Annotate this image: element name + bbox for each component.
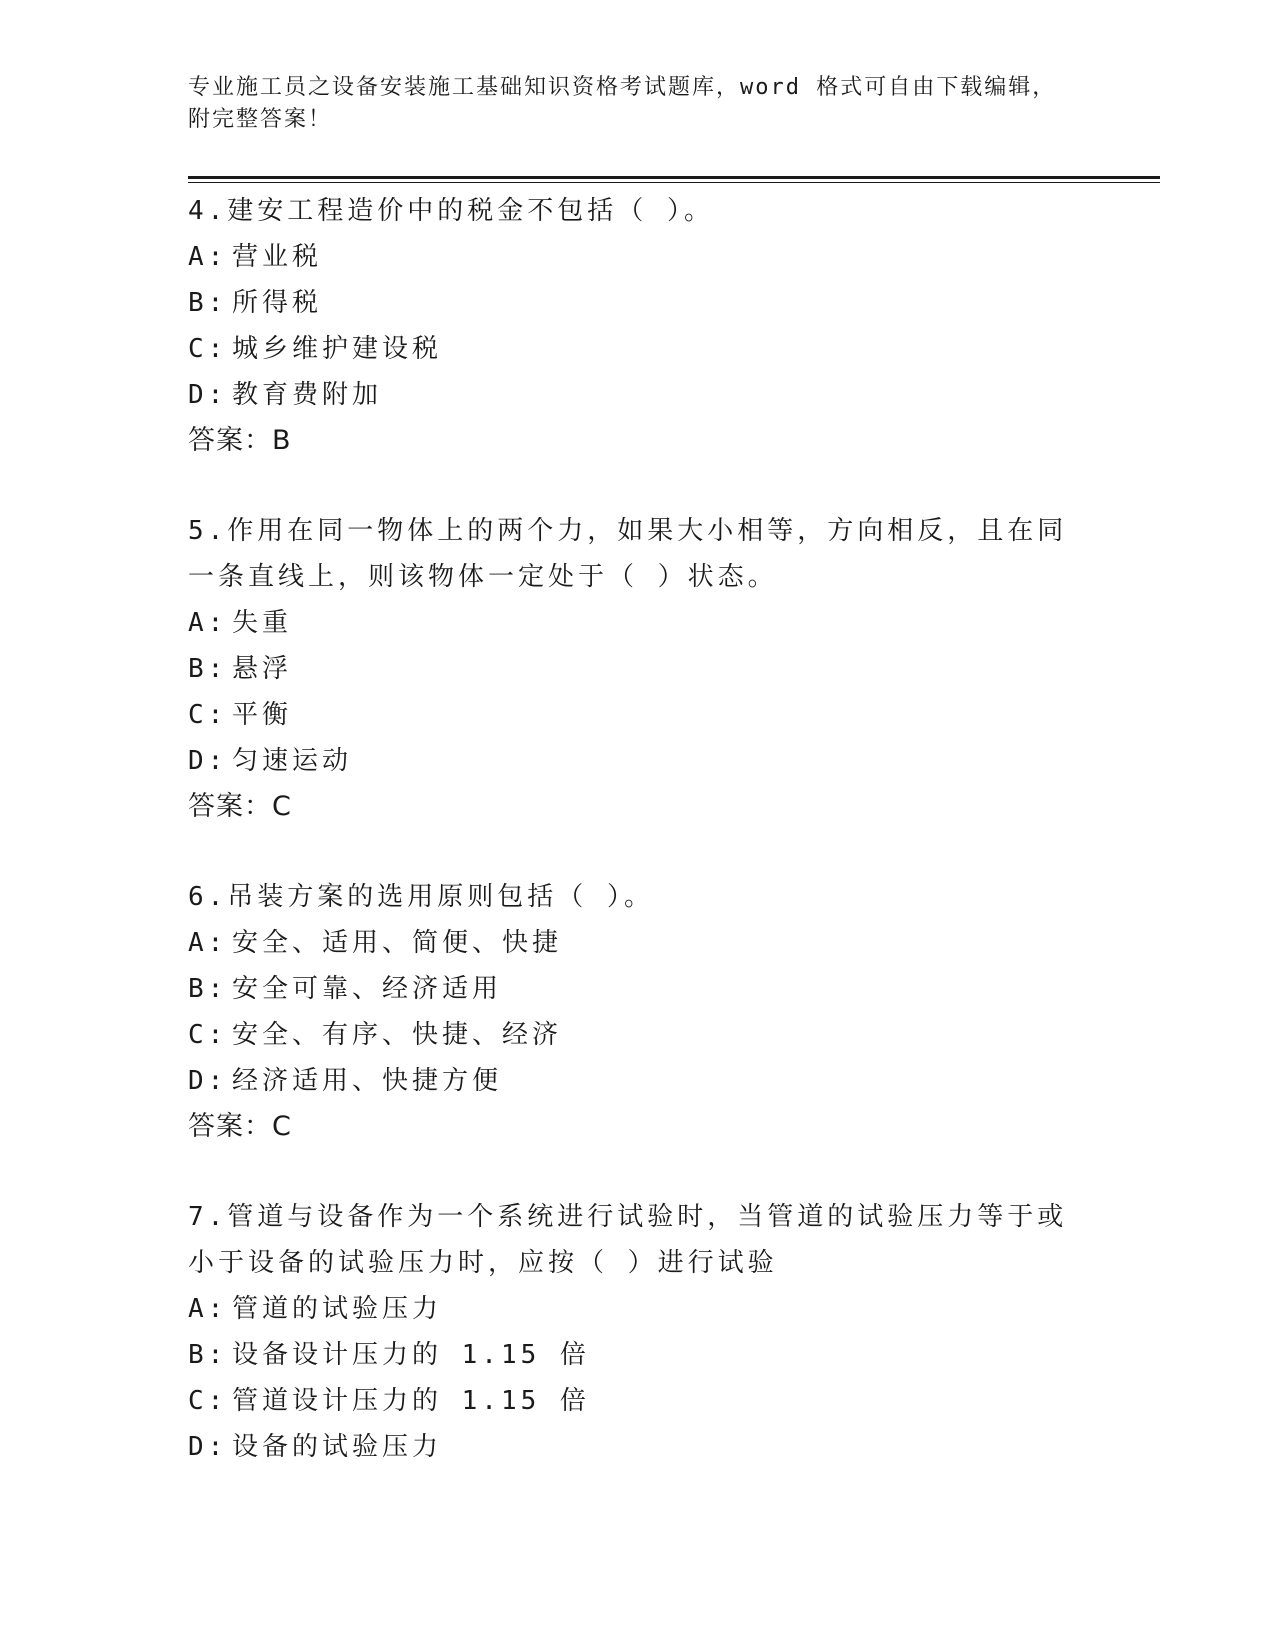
option-key: B: bbox=[188, 288, 228, 318]
answer-option bbox=[188, 646, 1088, 692]
question-stem: 5.作用在同一物体上的两个力，如果大小相等，方向相反，且在同一条直线上，则该物体一定处于（ ）状态。 bbox=[188, 516, 1068, 592]
option-text: 设备设计压力的 1.15 倍 bbox=[232, 1340, 590, 1370]
option-key: A: bbox=[188, 928, 228, 958]
option-key: D: bbox=[188, 1066, 228, 1096]
answer-option bbox=[188, 966, 1088, 1012]
answer-option bbox=[188, 280, 1088, 326]
option-key: D: bbox=[188, 380, 228, 410]
answer-option bbox=[188, 1424, 1088, 1470]
answer-option bbox=[188, 1012, 1088, 1058]
answer-option bbox=[188, 600, 1088, 646]
answer-option bbox=[188, 234, 1088, 280]
answer-option bbox=[188, 1286, 1088, 1332]
option-text: 失重 bbox=[232, 608, 293, 638]
answer-option bbox=[188, 692, 1088, 738]
question-stem: 6.吊装方案的选用原则包括（ ）。 bbox=[188, 882, 654, 912]
question-answer: 答案：B bbox=[188, 425, 292, 456]
option-text: 安全、有序、快捷、经济 bbox=[232, 1020, 563, 1050]
option-key: C: bbox=[188, 1020, 228, 1050]
answer-option bbox=[188, 1378, 1088, 1424]
option-text: 经济适用、快捷方便 bbox=[232, 1066, 503, 1096]
option-text: 悬浮 bbox=[232, 654, 293, 684]
question-stem: 7.管道与设备作为一个系统进行试验时，当管道的试验压力等于或小于设备的试验压力时，应按（ ）进行试验 bbox=[188, 1202, 1068, 1278]
option-text: 城乡维护建设税 bbox=[232, 334, 443, 364]
question-answer: 答案：C bbox=[188, 1111, 292, 1142]
option-text: 匀速运动 bbox=[232, 746, 353, 776]
option-text: 营业税 bbox=[232, 242, 323, 272]
option-key: C: bbox=[188, 334, 228, 364]
option-text: 平衡 bbox=[232, 700, 293, 730]
option-text: 管道的试验压力 bbox=[232, 1294, 443, 1324]
option-key: A: bbox=[188, 1294, 228, 1324]
answer-option bbox=[188, 1332, 1088, 1378]
option-key: C: bbox=[188, 1386, 228, 1416]
option-key: A: bbox=[188, 608, 228, 638]
question-answer: 答案：C bbox=[188, 791, 292, 822]
header-divider-thin bbox=[188, 182, 1160, 183]
question-stem: 4.建安工程造价中的税金不包括（ ）。 bbox=[188, 196, 714, 226]
option-text: 安全、适用、简便、快捷 bbox=[232, 928, 563, 958]
option-key: B: bbox=[188, 1340, 228, 1370]
question-item bbox=[188, 188, 1088, 464]
option-text: 教育费附加 bbox=[232, 380, 383, 410]
question-item bbox=[188, 874, 1088, 1150]
answer-option bbox=[188, 326, 1088, 372]
option-text: 安全可靠、经济适用 bbox=[232, 974, 503, 1004]
answer-option bbox=[188, 920, 1088, 966]
option-text: 管道设计压力的 1.15 倍 bbox=[232, 1386, 590, 1416]
question-list bbox=[188, 188, 1088, 1514]
header-divider-thick bbox=[188, 176, 1160, 179]
option-key: D: bbox=[188, 1432, 228, 1462]
option-text: 所得税 bbox=[232, 288, 323, 318]
answer-option bbox=[188, 738, 1088, 784]
option-key: B: bbox=[188, 654, 228, 684]
option-key: D: bbox=[188, 746, 228, 776]
option-key: C: bbox=[188, 700, 228, 730]
question-item bbox=[188, 1194, 1088, 1470]
option-key: A: bbox=[188, 242, 228, 272]
question-item bbox=[188, 508, 1088, 830]
option-text: 设备的试验压力 bbox=[232, 1432, 443, 1462]
answer-option bbox=[188, 372, 1088, 418]
document-header: 专业施工员之设备安装施工基础知识资格考试题库，word 格式可自由下载编辑， 附完整答案！ bbox=[188, 75, 1057, 132]
answer-option bbox=[188, 1058, 1088, 1104]
option-key: B: bbox=[188, 974, 228, 1004]
